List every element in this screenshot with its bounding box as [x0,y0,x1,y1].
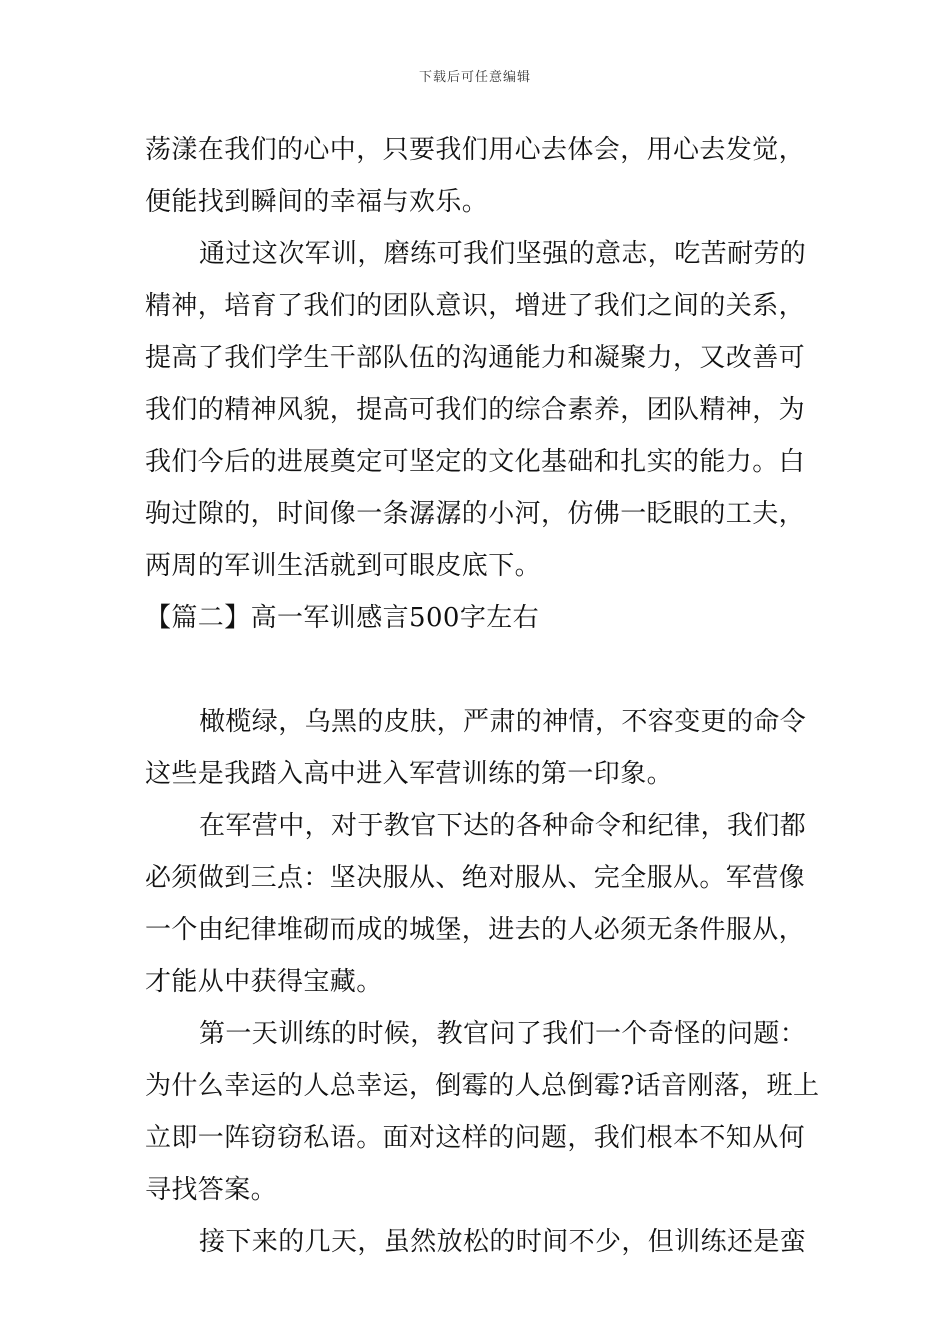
text-line: 提高了我们学生干部队伍的沟通能力和凝聚力，又改善可 [145,343,806,373]
blank-line [145,644,811,696]
text-line: 通过这次军训，磨练可我们坚强的意志，吃苦耐劳的 [199,239,807,269]
text-line: 接下来的几天，虽然放松的时间不少，但训练还是蛮 [199,1227,807,1257]
text-line: 我们的精神风貌，提高可我们的综合素养，团队精神，为 [145,395,806,425]
text-line: 第一天训练的时候，教官问了我们一个奇怪的问题： [199,1019,807,1049]
text-line: 我们今后的进展奠定可坚定的文化基础和扎实的能力。白 [145,447,806,477]
text-line: 在军营中，对于教官下达的各种命令和纪律，我们都 [199,811,807,841]
text-line: 寻找答案。 [145,1175,278,1205]
section-heading: 【篇二】高一军训感言500字左右 [145,603,540,633]
text-line: 这些是我踏入高中进入军营训练的第一印象。 [145,759,674,789]
text-line: 橄榄绿，乌黑的皮肤，严肃的神情，不容变更的命令 [199,707,807,737]
document-body [145,124,820,1268]
text-line: 精神，培育了我们的团队意识，增进了我们之间的关系， [145,291,806,321]
text-line: 立即一阵窃窃私语。面对这样的问题，我们根本不知从何 [145,1123,806,1153]
text-line: 一个由纪律堆砌而成的城堡，进去的人必须无条件服从， [145,915,806,945]
page-header-note: 下载后可任意编辑 [418,70,531,85]
text-line: 荡漾在我们的心中，只要我们用心去体会，用心去发觉， [145,135,806,165]
text-line: 才能从中获得宝藏。 [145,967,383,997]
text-line: 必须做到三点：坚决服从、绝对服从、完全服从。军营像 [145,863,806,893]
text-line: 两周的军训生活就到可眼皮底下。 [145,551,542,581]
text-line: 驹过隙的，时间像一条潺潺的小河，仿佛一眨眼的工夫， [145,499,806,529]
text-line: 为什么幸运的人总幸运，倒霉的人总倒霉?话音刚落，班上 [145,1071,820,1101]
text-line: 便能找到瞬间的幸福与欢乐。 [145,187,489,217]
